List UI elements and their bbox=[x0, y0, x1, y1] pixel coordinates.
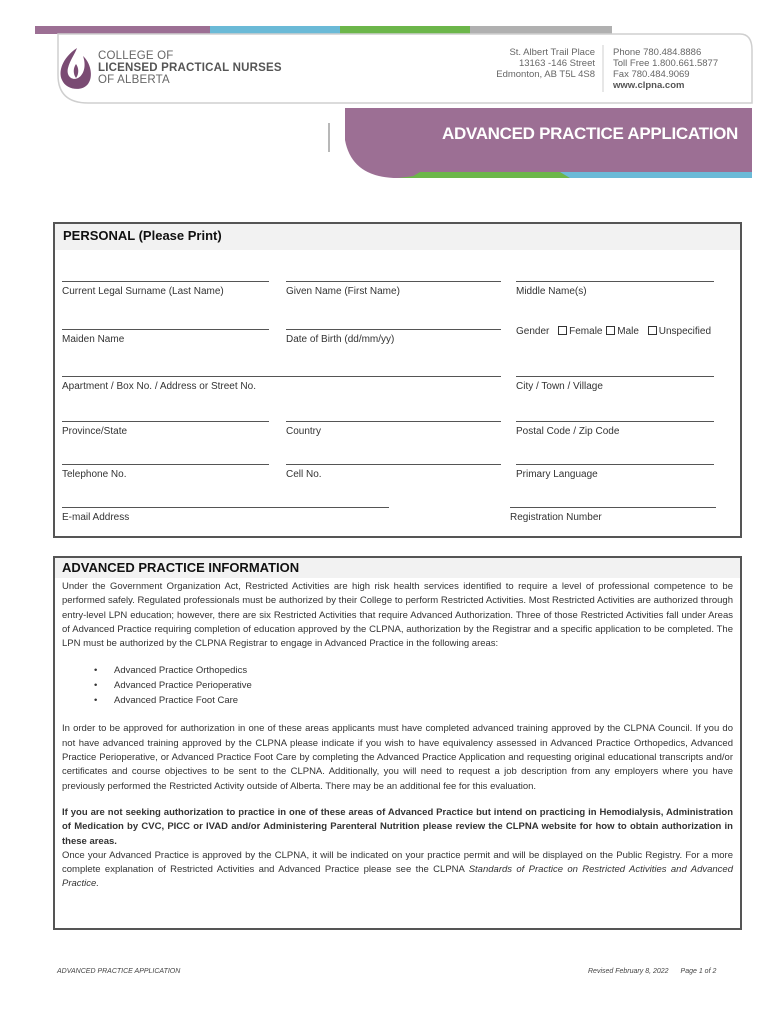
cell-field[interactable] bbox=[286, 455, 501, 480]
country-label: Country bbox=[286, 426, 322, 437]
revision-date: Revised February 8, 2022 bbox=[588, 968, 669, 975]
standards-reference: Standards of Practice on Restricted Activities and Advanced Practice. bbox=[62, 864, 733, 890]
cell-label: Cell No. bbox=[286, 469, 322, 480]
postal-code-line[interactable] bbox=[516, 412, 714, 422]
info-paragraph-3: If you are not seeking authorization to practice in one of these areas of Advanced Practice but intend on practicing in Hemodialysis, Administration of Medication by CVC, PICC or IVAD and/or Administering Parenteral Nutrition please review the CLPNA website for how to obtain authorization in these areas. bbox=[62, 806, 733, 847]
telephone-label: Telephone No. bbox=[62, 469, 127, 480]
address-field[interactable] bbox=[62, 367, 501, 392]
info-paragraph-4 bbox=[62, 849, 733, 892]
list-item: • Advanced Practice Orthopedics bbox=[94, 663, 733, 678]
gender-female-label: Female bbox=[569, 326, 603, 337]
email-line[interactable] bbox=[62, 498, 389, 508]
personal-heading: PERSONAL (Please Print) bbox=[55, 224, 740, 250]
maiden-name-label: Maiden Name bbox=[62, 334, 125, 345]
registration-label: Registration Number bbox=[510, 512, 602, 523]
organization-name bbox=[98, 50, 282, 86]
country-line[interactable] bbox=[286, 412, 501, 422]
document-title: ADVANCED PRACTICE APPLICATION bbox=[441, 124, 739, 143]
city-label: City / Town / Village bbox=[516, 381, 603, 392]
surname-label: Current Legal Surname (Last Name) bbox=[62, 286, 224, 297]
middle-name-line[interactable] bbox=[516, 272, 714, 282]
list-item: • Advanced Practice Perioperative bbox=[94, 678, 733, 693]
website-link[interactable]: www.clpna.com bbox=[613, 80, 685, 91]
page-number: Page 1 of 2 bbox=[680, 968, 717, 975]
country-field[interactable] bbox=[286, 412, 501, 437]
org-line-1: COLLEGE OF bbox=[98, 50, 174, 62]
fax-number: Fax 780.484.9069 bbox=[613, 69, 690, 80]
province-field[interactable] bbox=[62, 412, 269, 437]
letterhead bbox=[0, 0, 770, 190]
gender-label: Gender bbox=[516, 326, 550, 337]
info-paragraph-2: In order to be approved for authorization in one of these areas applicants must have completed advanced training approved by the CLPNA Council. If you do not have advanced training approved by the CLPNA please indicate if you wish to have equivalency assessed in Advanced Practice Orthopedics, Advanced Practice Perioperative, or Advanced Practice Foot Care by completing the Advanced Practice Application and requesting original educational transcripts and/or certificates and course objectives to be sent to the CLPNA. Additionally, you will need to request a job description from any employers where you have previously performed the Restricted Activity outside of Alberta. There may be an additional fee for this evaluation. bbox=[62, 723, 733, 792]
province-line[interactable] bbox=[62, 412, 269, 422]
city-field[interactable] bbox=[516, 367, 714, 392]
email-field[interactable] bbox=[62, 498, 389, 523]
gender-male-checkbox[interactable] bbox=[606, 326, 615, 335]
address-label: Apartment / Box No. / Address or Street No. bbox=[62, 381, 256, 392]
email-label: E-mail Address bbox=[62, 512, 130, 523]
address-line-3: Edmonton, AB T5L 4S8 bbox=[496, 69, 595, 80]
given-name-field[interactable] bbox=[286, 272, 501, 297]
gender-options bbox=[516, 326, 711, 337]
info-heading: ADVANCED PRACTICE INFORMATION bbox=[55, 558, 740, 578]
footer-title: ADVANCED PRACTICE APPLICATION bbox=[57, 968, 181, 975]
language-label: Primary Language bbox=[516, 469, 598, 480]
gender-unspecified-label: Unspecified bbox=[658, 326, 712, 337]
dob-line[interactable] bbox=[286, 320, 501, 330]
info-paragraph-4-text: Once your Advanced Practice is approved by the CLPNA, it will be indicated on your practice permit and will be displayed on the Public Registry. For a more complete explanation of Restricted Activities and Advanced Practice please see the CLPNA bbox=[62, 849, 733, 876]
gender-female-checkbox[interactable] bbox=[558, 326, 567, 335]
address-line[interactable] bbox=[62, 367, 501, 377]
footer-meta bbox=[588, 968, 716, 975]
phone-number: Phone 780.484.8886 bbox=[613, 47, 702, 58]
org-line-2: LICENSED PRACTICAL NURSES bbox=[98, 62, 282, 74]
mailing-address bbox=[480, 47, 595, 80]
given-name-line[interactable] bbox=[286, 272, 501, 282]
address-line-1: St. Albert Trail Place bbox=[509, 47, 595, 58]
province-label: Province/State bbox=[62, 426, 128, 437]
middle-name-label: Middle Name(s) bbox=[516, 286, 587, 297]
clpna-logo-icon bbox=[61, 48, 91, 89]
personal-section bbox=[53, 222, 742, 538]
maiden-name-field[interactable] bbox=[62, 320, 269, 345]
address-line-2: 13163 -146 Street bbox=[518, 58, 595, 69]
registration-field[interactable] bbox=[510, 498, 716, 523]
tollfree-number: Toll Free 1.800.661.5877 bbox=[613, 58, 719, 69]
practice-areas-list bbox=[94, 663, 733, 708]
postal-code-field[interactable] bbox=[516, 412, 714, 437]
given-name-label: Given Name (First Name) bbox=[286, 286, 400, 297]
city-line[interactable] bbox=[516, 367, 714, 377]
dob-label: Date of Birth (dd/mm/yy) bbox=[286, 334, 395, 345]
postal-code-label: Postal Code / Zip Code bbox=[516, 426, 620, 437]
telephone-line[interactable] bbox=[62, 455, 269, 465]
dob-field[interactable] bbox=[286, 320, 501, 345]
info-paragraph-1: Under the Government Organization Act, Restricted Activities are high risk health services identified to require a level of professional competence to be performed safely. Regulated professionals must be authorized by their College to perform Restricted Activities. Most Restricted Activities are authorized through entry-level LPN education; however, there are six Restricted Activities that require Advanced Authorization. Three of those Restricted Activities fall under Areas of Advanced Practice requiring completion of education approved by the CLPNA, authorization by the Registrar and a specific application to be completed. The LPN must be authorized by the CLPNA Registrar to engage in Advanced Practice in the following areas: bbox=[62, 581, 733, 650]
language-line[interactable] bbox=[516, 455, 714, 465]
gender-male-label: Male bbox=[617, 326, 639, 337]
gender-unspecified-checkbox[interactable] bbox=[648, 326, 657, 335]
surname-field[interactable] bbox=[62, 272, 269, 297]
registration-line[interactable] bbox=[510, 498, 716, 508]
surname-line[interactable] bbox=[62, 272, 269, 282]
header-graphics bbox=[0, 0, 770, 190]
language-field[interactable] bbox=[516, 455, 714, 480]
org-line-3: OF ALBERTA bbox=[98, 74, 170, 86]
telephone-field[interactable] bbox=[62, 455, 269, 480]
advanced-practice-info-section bbox=[53, 556, 742, 930]
middle-name-field[interactable] bbox=[516, 272, 714, 297]
cell-line[interactable] bbox=[286, 455, 501, 465]
list-item: • Advanced Practice Foot Care bbox=[94, 693, 733, 708]
info-body bbox=[55, 578, 740, 892]
contact-info bbox=[613, 47, 718, 91]
maiden-name-line[interactable] bbox=[62, 320, 269, 330]
